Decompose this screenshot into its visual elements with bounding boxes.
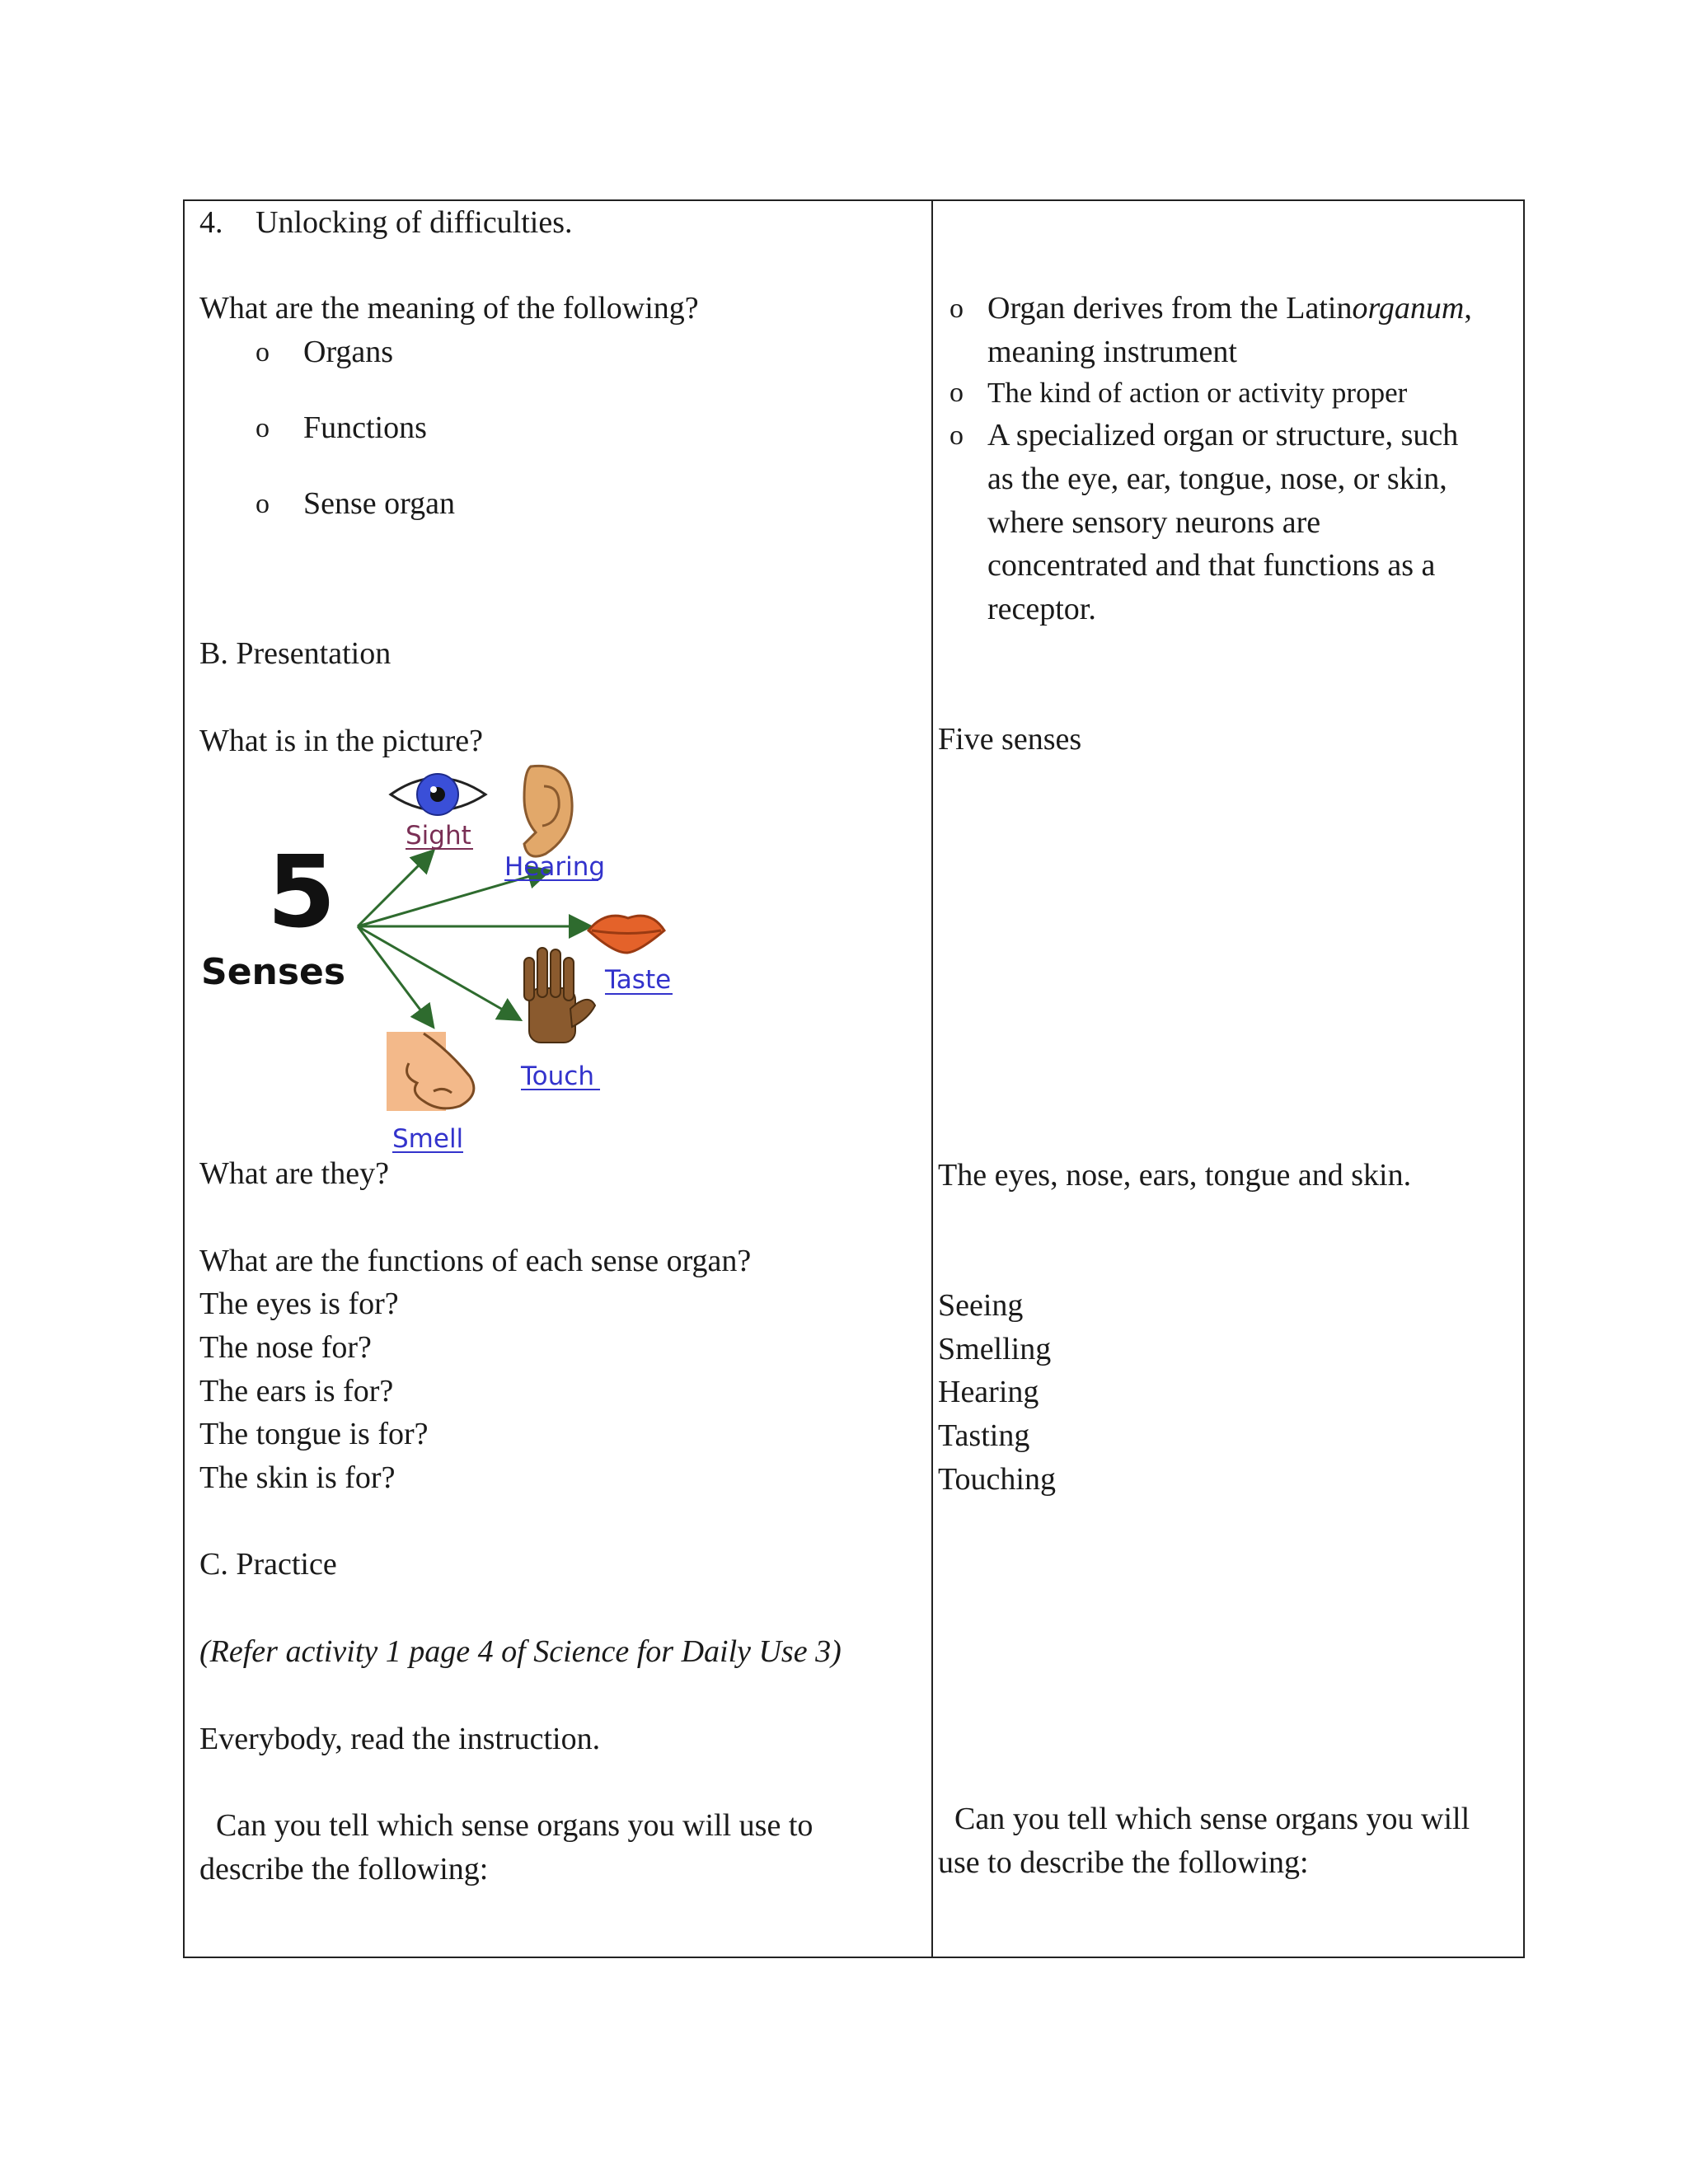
ear-icon	[524, 766, 572, 856]
lips-icon	[588, 916, 664, 953]
refer-note	[199, 1630, 842, 1674]
definition-sense-line: where sensory neurons are	[987, 505, 1321, 540]
answer-organs: The eyes, nose, ears, tongue and skin.	[938, 1158, 1412, 1193]
def1-latin: organum	[1352, 291, 1465, 326]
term-item: Sense organ	[303, 486, 455, 521]
definition-function: The kind of action or activity proper	[987, 377, 1408, 409]
answer-five-senses: Five senses	[938, 722, 1082, 757]
answer-function: Seeing	[938, 1288, 1024, 1323]
definition-organ-line2: meaning instrument	[987, 335, 1237, 369]
question-meaning: What are the meaning of the following?	[199, 291, 699, 326]
eye-icon	[391, 774, 485, 815]
refer-text: (Refer activity 1 page 4 of Science for Daily Use 3)	[199, 1634, 842, 1669]
definition-sense-line: concentrated and that functions as a	[987, 548, 1436, 583]
def1-comma: ,	[1464, 291, 1472, 326]
presentation-heading: B. Presentation	[199, 636, 392, 671]
definition-sense-line: receptor.	[987, 592, 1096, 626]
nose-icon	[387, 1032, 474, 1111]
taste-label: Taste	[605, 965, 672, 995]
section-heading: Unlocking of difficulties.	[256, 205, 573, 240]
tell-line-2: describe the following:	[199, 1852, 489, 1886]
column-divider	[931, 201, 933, 1957]
function-question: The skin is for?	[199, 1460, 396, 1495]
arrow-touch	[358, 926, 518, 1019]
question-picture: What is in the picture?	[199, 724, 483, 758]
bullet-icon: o	[950, 293, 964, 324]
question-functions: What are the functions of each sense organ?	[199, 1244, 752, 1278]
function-question: The eyes is for?	[199, 1286, 399, 1321]
figure-word: Senses	[201, 951, 346, 993]
bullet-icon: o	[256, 337, 270, 368]
bullet-icon: o	[256, 413, 270, 443]
practice-heading: C. Practice	[199, 1547, 337, 1582]
function-question: The nose for?	[199, 1330, 372, 1365]
tell-line-1: Can you tell which sense organs you will use to	[216, 1808, 814, 1843]
bullet-icon: o	[256, 489, 270, 519]
question-they: What are they?	[199, 1156, 389, 1191]
lesson-plan-table	[183, 199, 1525, 1958]
bullet-icon: o	[950, 377, 964, 408]
figure-number: 5	[267, 836, 336, 950]
definition-sense-line: A specialized organ or structure, such	[987, 418, 1459, 452]
function-question: The ears is for?	[199, 1374, 394, 1408]
right-tell-line-2: use to describe the following:	[938, 1845, 1309, 1880]
term-item: Functions	[303, 410, 427, 445]
hearing-label: Hearing	[504, 852, 606, 882]
answer-function: Hearing	[938, 1375, 1039, 1409]
answer-function: Smelling	[938, 1332, 1052, 1366]
answer-function: Tasting	[938, 1418, 1030, 1453]
definition-sense-line: as the eye, ear, tongue, nose, or skin,	[987, 462, 1447, 496]
term-item: Organs	[303, 335, 394, 369]
section-number: 4.	[199, 205, 223, 240]
hand-icon	[524, 948, 595, 1043]
definition-organ	[987, 287, 1472, 330]
function-question: The tongue is for?	[199, 1417, 429, 1451]
sight-label: Sight	[406, 821, 471, 851]
five-senses-figure	[201, 762, 696, 1157]
answer-function: Touching	[938, 1462, 1056, 1497]
touch-label: Touch	[521, 1062, 594, 1091]
smell-label: Smell	[392, 1124, 464, 1154]
arrow-smell	[358, 926, 432, 1025]
bullet-icon: o	[950, 420, 964, 451]
read-instruction: Everybody, read the instruction.	[199, 1722, 601, 1756]
def1-text: Organ derives from the Latin	[987, 291, 1353, 326]
right-tell-line-1: Can you tell which sense organs you will	[954, 1802, 1470, 1836]
